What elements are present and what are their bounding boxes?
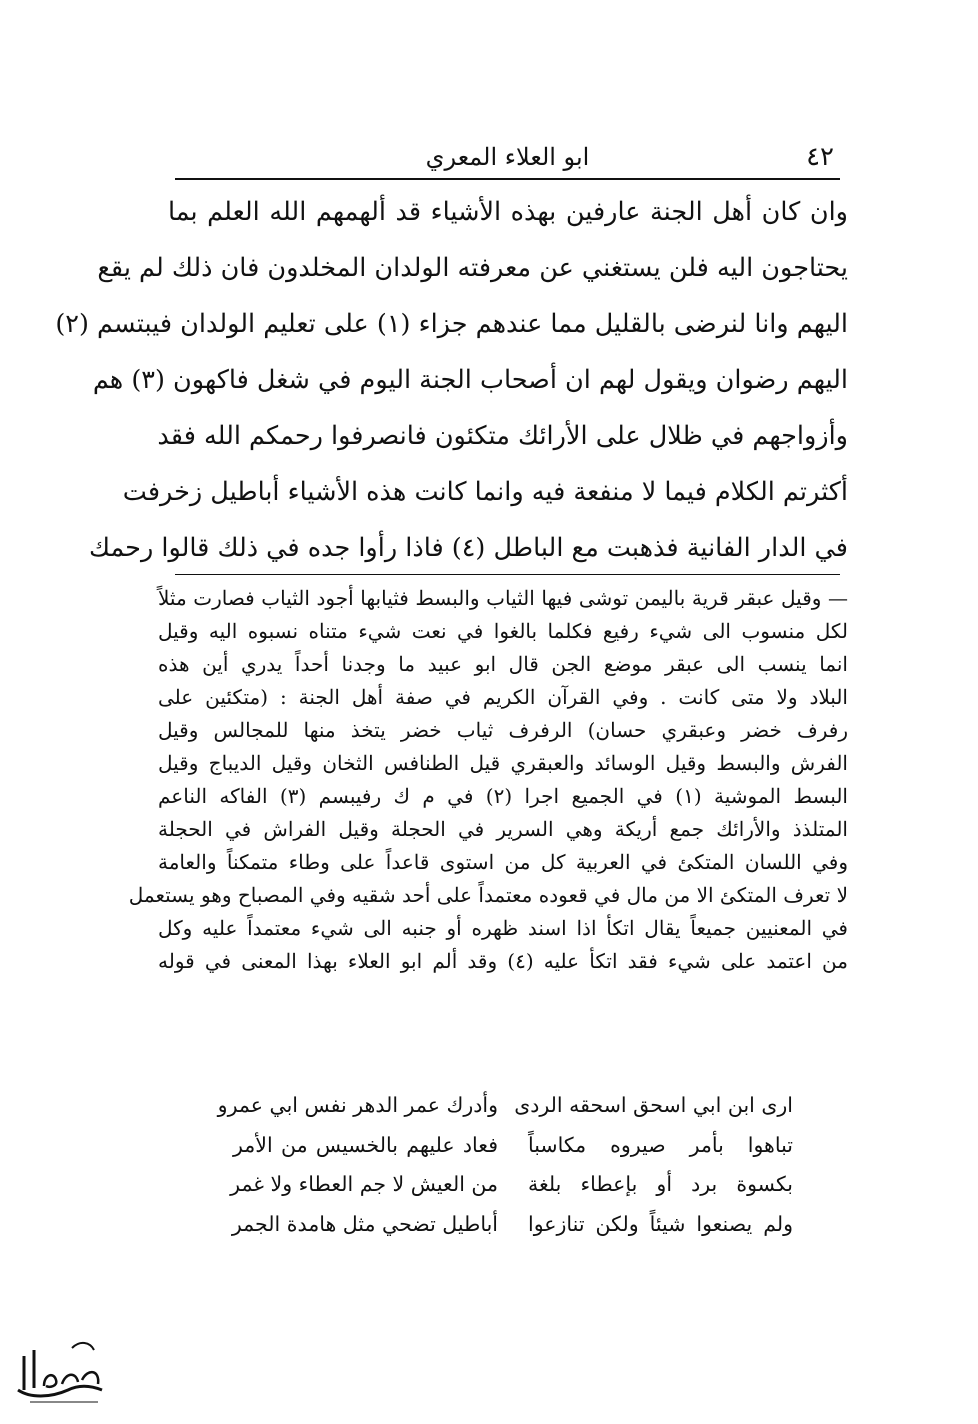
verse-first-hemistich: ولم يصنعوا شيئاً ولكن تنازعوا bbox=[528, 1211, 793, 1236]
footnote-line: في المعنيين جميعاً يقال اتكأ اذا اسند ظهره أو جنبه الى شيء معتمداً عليه وكل bbox=[158, 916, 848, 940]
footnote-line: انما ينسب الى عبقر موضع الجن قال ابو عبيد ما وجدنا أحداً يدري أين هذه bbox=[158, 652, 848, 676]
footnote-line: البسط الموشية (١) في الجميع اجرا (٢) في م ك رفيبسم (٣) الفاكه الناعم bbox=[158, 784, 848, 808]
footnote-line: وفي اللسان المتكئ في العربية كل من استوى قاعداً على وطاء متمكناً والعامة bbox=[158, 850, 848, 874]
body-line: وان كان أهل الجنة عارفين بهذه الأشياء قد ألهمهم الله العلم بما bbox=[168, 197, 848, 227]
verse-second-hemistich: فعاد عليهم بالخسيس من الأمر bbox=[233, 1132, 498, 1157]
verse bbox=[217, 1086, 793, 1126]
page-number: ٤٢ bbox=[806, 142, 834, 172]
verse-first-hemistich: بكسوة برد أو بإعطاء بلغة bbox=[528, 1172, 793, 1196]
footnote-line: لكل منسوب الى شيء رفيع فكلما بالغوا في نعت شيء متناه نسبوه اليه وقيل bbox=[158, 619, 848, 643]
footnote-line: — وقيل عبقر قرية باليمن توشى فيها الثياب والبسط فثيابها أجود الثياب فصارت مثلاً bbox=[158, 586, 848, 610]
footnote-line: رفرف خضر وعبقري حسان) الرفرف ثياب خضر يتخذ منها للمجالس وقيل bbox=[158, 718, 848, 742]
body-line: أكثرتم الكلام فيما لا منفعة فيه وانما كانت هذه الأشياء أباطيل زخرفت bbox=[122, 477, 848, 507]
library-seal-logo bbox=[10, 1328, 110, 1408]
verse-second-hemistich: وأدرك عمر الدهر نفس ابي عمرو bbox=[217, 1093, 498, 1117]
poem-verses bbox=[217, 1086, 793, 1244]
footnote-line: البلاد ولا متى كانت . وفي القرآن الكريم في صفة أهل الجنة : (متكئين على bbox=[158, 685, 848, 709]
body-line: يحتاجون اليه فلن يستغني عن معرفته الولدان المخلدون فان ذلك لم يقع bbox=[97, 253, 848, 283]
verse bbox=[233, 1205, 793, 1245]
body-line: اليهم رضوان ويقول لهم ان أصحاب الجنة اليوم في شغل فاكهون (٣) هم bbox=[92, 365, 848, 395]
body-line: في الدار الفانية فذهبت مع الباطل (٤) فاذا رأوا جده في ذلك قالوا رحمك bbox=[88, 533, 848, 563]
verse-first-hemistich: ارى ابن ابي اسحق اسحقه الردى bbox=[514, 1093, 793, 1117]
verse bbox=[233, 1126, 793, 1166]
main-text bbox=[55, 184, 848, 576]
verse bbox=[230, 1165, 793, 1205]
body-line: اليهم وانا لنرضى بالقليل مما عندهم جزاء (١) على تعليم الولدان فيبتسم (٢) bbox=[55, 309, 848, 339]
body-line: وأزواجهم في ظلال على الأرائك متكئون فانصرفوا رحمكم الله فقد bbox=[157, 421, 848, 451]
verse-second-hemistich: من العيش لا جم العطاء ولا غمر bbox=[230, 1172, 498, 1196]
footnote-line: الفرش والبسط وقيل الوسائد والعبقري قيل الطنافس الثخان وقيل الديباج وقيل bbox=[158, 751, 848, 775]
verse-second-hemistich: أباطيل تضحي مثل هامدة الجمر bbox=[231, 1211, 498, 1236]
verse-first-hemistich: تباهوا بأمر صيروه مكاسباً bbox=[528, 1132, 793, 1157]
running-header bbox=[175, 140, 840, 180]
footnote-line: المتلذذ والأرائك جمع أريكة وهي السرير في الحجلة وقيل الفراش في الحجلة bbox=[158, 817, 848, 841]
footnote-divider bbox=[175, 574, 840, 575]
footnote-line: من اعتمد على شيء فقد اتكأ عليه (٤) وقد ألم ابو العلاء بهذا المعنى في قوله bbox=[158, 949, 848, 973]
running-title: ابو العلاء المعري bbox=[425, 143, 590, 171]
footnotes bbox=[128, 582, 848, 978]
footnote-line: لا تعرف المتكئ الا من مال في قعوده معتمداً على أحد شقيه وفي المصباح وهو يستعمل bbox=[128, 883, 848, 907]
